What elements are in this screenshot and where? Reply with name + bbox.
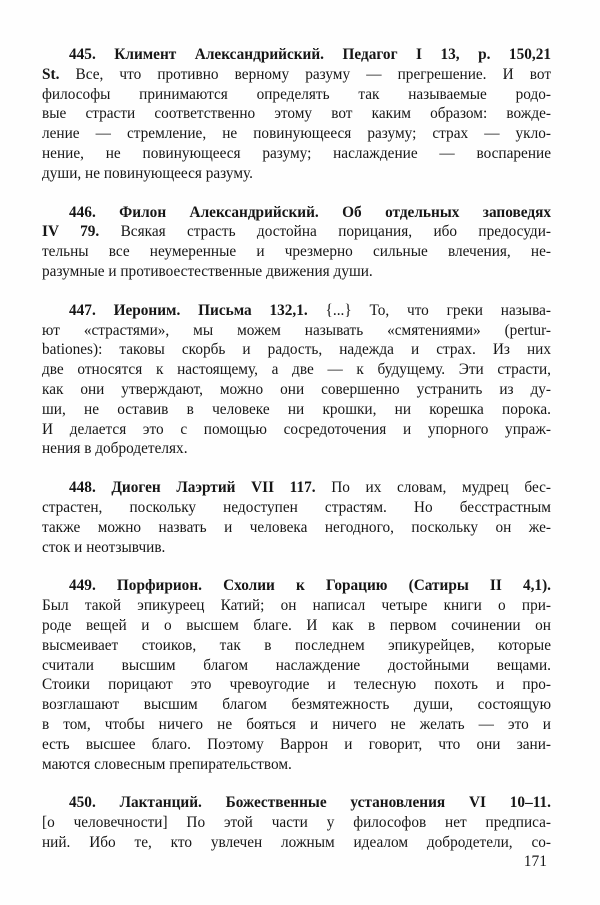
text-line: [42, 85, 551, 105]
text-line: [42, 538, 551, 558]
text-line: [42, 222, 551, 242]
citation-text: страстен, поскольку недоступен страстям. Но бесстрастным: [42, 498, 551, 516]
text-line: [42, 596, 551, 616]
text-line: [42, 735, 551, 755]
text-line: [42, 715, 551, 735]
text-line: [42, 636, 551, 656]
citation-text: философы принимаются определять так называемые родо-: [42, 85, 551, 103]
citation-text: вые страсти соответственно этому вот каким образом: вожде-: [42, 105, 551, 123]
citation-passage-445: [42, 45, 551, 184]
citation-text: По их словам, мудрец бес-: [315, 479, 551, 497]
text-line: [42, 124, 551, 144]
text-line: [42, 813, 551, 833]
citation-text: в том, чтобы ничего не бояться и ничего не желать — это и: [42, 715, 551, 733]
citation-text: [о человечности] По этой части у философов нет предписа-: [42, 814, 551, 832]
citation-text: {...} То, что греки называ-: [307, 301, 551, 319]
citation-text: высмеивает стоиков, так в последнем эпикурейцев, которые: [42, 636, 551, 654]
text-line: [42, 203, 551, 223]
citation-heading: St.: [42, 65, 60, 83]
text-line: [42, 321, 551, 341]
citation-heading: 450. Лактанций. Божественные установления VI 10–11.: [69, 794, 551, 812]
citation-text: разумные и противоестественные движения души.: [42, 262, 373, 280]
page-number: 171: [523, 853, 547, 870]
citation-text: как они утверждают, можно они совершенно устранить из ду-: [42, 380, 551, 398]
text-line: [42, 755, 551, 775]
text-line: [42, 262, 551, 282]
text-line: [42, 242, 551, 262]
citation-text: сток и неотзывчив.: [42, 538, 166, 556]
text-line: [42, 400, 551, 420]
text-line: [42, 833, 551, 853]
citation-text: Всякая страсть достойна порицания, ибо предосуди-: [99, 223, 551, 241]
citation-heading: 448. Диоген Лаэртий VII 117.: [69, 479, 316, 497]
text-line: [42, 340, 551, 360]
text-line: [42, 439, 551, 459]
citation-heading: 447. Иероним. Письма 132,1.: [69, 301, 308, 319]
citation-passage-446: [42, 203, 551, 282]
text-line: [42, 518, 551, 538]
citation-text: две относятся к настоящему, а две — к будущему. Эти страсти,: [42, 361, 551, 379]
citation-heading: 446. Филон Александрийский. Об отдельных заповедях: [69, 203, 551, 221]
text-line: [42, 793, 551, 813]
text-line: [42, 498, 551, 518]
citation-heading: 449. Порфирион. Схолии к Горацию (Сатиры II 4,1).: [69, 577, 551, 595]
text-line: [42, 695, 551, 715]
citation-text: Все, что противно верному разуму — прегрешение. И вот: [59, 65, 551, 83]
citation-text: ют «страстями», мы можем называть «смятениями» (pertur-: [42, 321, 551, 339]
citation-text: И делается это с помощью сосредоточения и упорного упраж-: [42, 420, 551, 438]
text-line: [42, 360, 551, 380]
text-line: [42, 675, 551, 695]
citation-text: bationes): таковы скорбь и радость, надежда и страх. Из них: [42, 341, 551, 359]
text-line: [42, 616, 551, 636]
citation-text: маются словесным препирательством.: [42, 755, 292, 773]
citation-text: также можно назвать и человека негодного, поскольку он же-: [42, 518, 551, 536]
citation-text: нение, не повинующееся разуму; наслаждение — воспарение: [42, 144, 551, 162]
citation-text: тельны все неумеренные и чрезмерно сильные влечения, не-: [42, 243, 551, 261]
citation-text: возглашают высшим благом безмятежность души, состоящую: [42, 696, 551, 714]
citation-heading: IV 79.: [42, 223, 100, 241]
citation-text: Стоики порицают это чревоугодие и телесную похоть и про-: [42, 676, 551, 694]
citation-text: считали высшим благом наслаждение достойными вещами.: [42, 656, 551, 674]
citation-text: ление — стремление, не повинующееся разуму; страх — укло-: [42, 125, 551, 143]
citation-heading: 445. Климент Александрийский. Педагог I 13, р. 150,21: [69, 46, 551, 63]
text-line: [42, 301, 551, 321]
text-line: [42, 104, 551, 124]
citation-text: ши, не оставив в человеке ни крошки, ни корешка порока.: [42, 400, 551, 418]
citation-passage-448: [42, 478, 551, 557]
text-line: [42, 380, 551, 400]
citation-text: души, не повинующееся разуму.: [42, 164, 253, 182]
citation-text: ний. Ибо те, кто увлечен ложным идеалом добродетели, со-: [42, 833, 551, 851]
text-line: [42, 45, 551, 65]
text-line: [42, 576, 551, 596]
citation-passage-447: [42, 301, 551, 459]
text-line: [42, 656, 551, 676]
citation-text: нения в добродетелях.: [42, 440, 188, 458]
text-line: [42, 478, 551, 498]
citation-text: роде вещей и о высшем благе. И как в первом сочинении он: [42, 616, 551, 634]
citation-text: Был такой эпикуреец Катий; он написал четыре книги о при-: [42, 597, 551, 615]
citation-passage-450: [42, 793, 551, 852]
citation-text: есть высшее благо. Поэтому Варрон и говорит, что они зани-: [42, 735, 551, 753]
text-line: [42, 65, 551, 85]
citation-passage-449: [42, 576, 551, 774]
text-line: [42, 420, 551, 440]
text-line: [42, 164, 551, 184]
text-line: [42, 144, 551, 164]
